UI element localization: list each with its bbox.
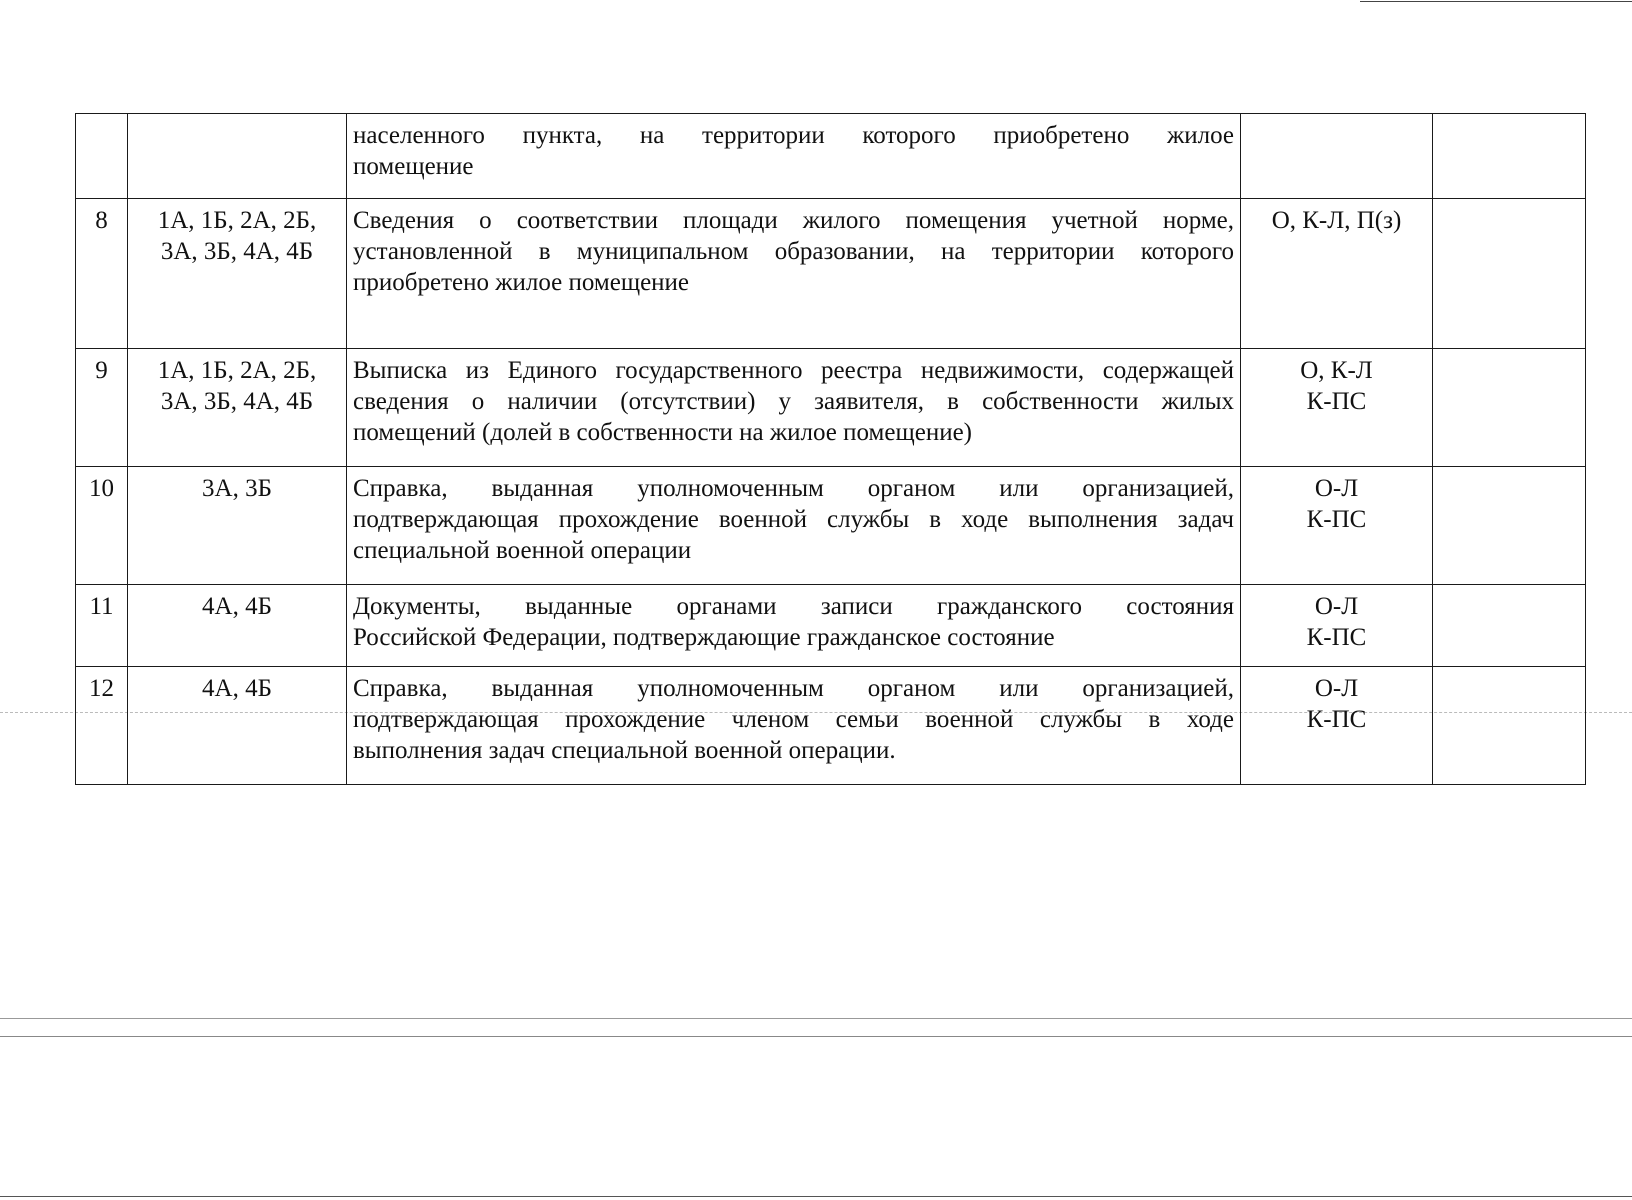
categories-cell	[128, 114, 347, 199]
table-row	[76, 667, 1586, 785]
description-cell	[347, 467, 1241, 585]
category-line: 4А, 4Б	[202, 675, 272, 702]
row-number-cell	[76, 199, 128, 349]
category-line: 3А, 3Б, 4А, 4Б	[160, 388, 314, 415]
extra-cell	[1433, 467, 1586, 585]
description-line: подтверждающая прохождение членом семьи военной службы в ходе	[353, 706, 1234, 733]
row-number: 9	[95, 357, 108, 384]
row-number-cell	[76, 467, 128, 585]
description-line: сведения о наличии (отсутствии) у заявителя, в собственности жилых	[353, 388, 1234, 415]
forms-cell	[1241, 667, 1433, 785]
table-row	[76, 467, 1586, 585]
description-line: Сведения о соответствии площади жилого помещения учетной норме,	[353, 207, 1234, 234]
description-line: Российской Федерации, подтверждающие гражданское состояние	[353, 624, 1055, 651]
description-line: подтверждающая прохождение военной службы в ходе выполнения задач	[353, 506, 1234, 533]
document-table	[75, 113, 1586, 785]
description-line: Документы, выданные органами записи гражданского состояния	[353, 593, 1234, 620]
form-code: О, К-Л, П(з)	[1271, 207, 1402, 234]
row-number-cell	[76, 114, 128, 199]
categories-cell	[128, 467, 347, 585]
form-code: К-ПС	[1306, 624, 1367, 651]
description-line: Справка, выданная уполномоченным органом или организацией,	[353, 675, 1234, 702]
description-cell	[347, 667, 1241, 785]
description-line: специальной военной операции	[353, 537, 692, 564]
description-line: установленной в муниципальном образовании, на территории которого	[353, 238, 1234, 265]
extra-cell	[1433, 585, 1586, 667]
scan-artifact-top	[1360, 1, 1632, 2]
description-line: выполнения задач специальной военной операции.	[353, 737, 896, 764]
description-cell	[347, 585, 1241, 667]
description-line: Справка, выданная уполномоченным органом или организацией,	[353, 475, 1234, 502]
extra-cell	[1433, 114, 1586, 199]
extra-cell	[1433, 667, 1586, 785]
form-code: О-Л	[1314, 475, 1359, 502]
categories-cell	[128, 585, 347, 667]
forms-cell	[1241, 199, 1433, 349]
category-line: 1А, 1Б, 2А, 2Б,	[157, 357, 317, 384]
description-line: Выписка из Единого государственного реестра недвижимости, содержащей	[353, 357, 1234, 384]
description-cell	[347, 199, 1241, 349]
category-line: 3А, 3Б	[202, 475, 272, 502]
form-code: К-ПС	[1306, 706, 1367, 733]
description-cell	[347, 114, 1241, 199]
forms-cell	[1241, 349, 1433, 467]
extra-cell	[1433, 349, 1586, 467]
table-row	[76, 349, 1586, 467]
form-code: О-Л	[1314, 675, 1359, 702]
table-row	[76, 114, 1586, 199]
form-code: К-ПС	[1306, 506, 1367, 533]
form-code: К-ПС	[1306, 388, 1367, 415]
description-line: помещений (долей в собственности на жилое помещение)	[353, 419, 972, 446]
forms-cell	[1241, 585, 1433, 667]
categories-cell	[128, 667, 347, 785]
category-line: 4А, 4Б	[202, 593, 272, 620]
description-line: населенного пункта, на территории которого приобретено жилое	[353, 122, 1234, 149]
scan-artifact-bottom	[0, 1196, 1632, 1197]
forms-cell	[1241, 467, 1433, 585]
form-code: О-Л	[1314, 593, 1359, 620]
row-number: 10	[89, 475, 114, 502]
row-number-cell	[76, 667, 128, 785]
categories-cell	[128, 199, 347, 349]
description-cell	[347, 349, 1241, 467]
category-line: 1А, 1Б, 2А, 2Б,	[157, 207, 317, 234]
description-line: приобретено жилое помещение	[353, 269, 690, 296]
scan-artifact-middle-2	[0, 1036, 1632, 1037]
categories-cell	[128, 349, 347, 467]
table-body	[76, 114, 1586, 785]
scan-artifact-middle-1	[0, 1018, 1632, 1019]
row-number: 8	[95, 207, 108, 234]
row-number: 11	[89, 593, 114, 620]
category-line: 3А, 3Б, 4А, 4Б	[160, 238, 314, 265]
table-row	[76, 199, 1586, 349]
row-number-cell	[76, 349, 128, 467]
description-line: помещение	[353, 153, 474, 180]
extra-cell	[1433, 199, 1586, 349]
row-number: 12	[89, 675, 114, 702]
row-number-cell	[76, 585, 128, 667]
form-code: О, К-Л	[1300, 357, 1373, 384]
table-row	[76, 585, 1586, 667]
forms-cell	[1241, 114, 1433, 199]
